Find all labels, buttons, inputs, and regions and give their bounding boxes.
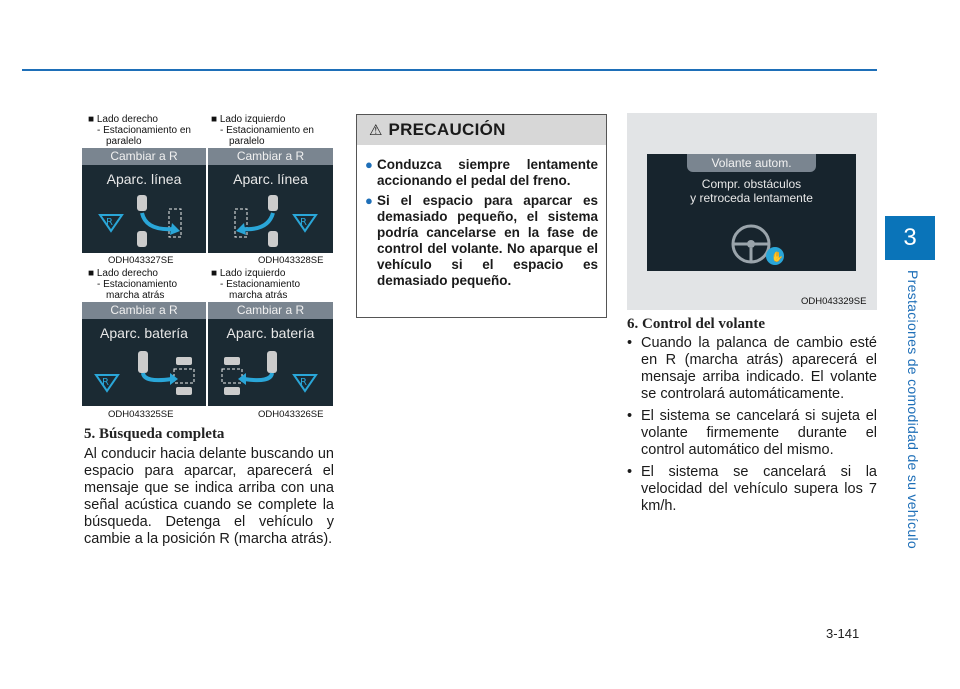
- section-body: Al conducir hacia delante buscando un espacio para aparcar, aparecerá el mensaje que se indica arriba con una señal acústica cuando se complete la búsqueda. Detenga el vehículo y cambie a la posición R (marcha atrás).: [84, 446, 334, 547]
- reverse-r-icon: [294, 215, 316, 231]
- steering-figure: Volante autom. Compr. obstáculos y retroceda lentamente ✋ ODH043329SE: [627, 113, 877, 310]
- figure-label: ■ Lado derecho - Estacionamiento marcha atrás: [88, 268, 178, 301]
- steering-wheel-icon: [647, 220, 856, 270]
- chapter-number-tab: 3: [885, 216, 935, 260]
- figure-label: ■ Lado izquierdo - Estacionamiento en paralelo: [211, 114, 314, 147]
- steering-screen: Volante autom. Compr. obstáculos y retroceda lentamente ✋: [647, 154, 856, 271]
- figure-code: ODH043327SE: [108, 255, 174, 266]
- section-heading: 6. Control del volante: [627, 316, 766, 332]
- section-bullets: [627, 335, 877, 515]
- parking-screen-right-parallel: Cambiar a R Aparc. línea R: [82, 148, 206, 253]
- figure-label: ■ Lado izquierdo - Estacionamiento marcha atrás: [211, 268, 301, 301]
- list-item: • Cuando la palanca de cambio esté en R (marcha atrás) aparecerá el mensaje arriba indicado. El volante se controlará automáticamente.: [627, 335, 877, 402]
- reverse-parking-diagram: [82, 341, 206, 406]
- list-item: • El sistema se cancelará si la velocidad del vehículo supera los 7 km/h.: [627, 464, 877, 514]
- parallel-parking-diagram: [82, 187, 206, 253]
- list-item: • El sistema se cancelará si sujeta el volante firmemente durante el control automático del mismo.: [627, 408, 877, 458]
- reverse-r-icon: [294, 375, 316, 391]
- reverse-r-icon: [96, 375, 118, 391]
- figure-code: ODH043325SE: [108, 409, 174, 420]
- svg-text:R: R: [300, 217, 307, 228]
- warning-icon: ⚠: [369, 122, 383, 139]
- chapter-title: Prestaciones de comodidad de su vehículo: [905, 270, 921, 549]
- svg-text:R: R: [300, 377, 307, 388]
- caution-item: ● Conduzca siempre lentamente accionando el pedal del freno.: [365, 157, 598, 188]
- caution-item: ● Si el espacio para aparcar es demasiado pequeño, el sistema podría cancelarse en la fase de control del volante. No aparque el vehículo si el espacio es demasiado pequeño.: [365, 193, 598, 288]
- figure-code: ODH043328SE: [258, 255, 324, 266]
- reverse-parking-diagram: [208, 341, 333, 406]
- parking-screen-left-parallel: Cambiar a R Aparc. línea R: [208, 148, 333, 253]
- parking-screen-left-reverse: Cambiar a R Aparc. batería R: [208, 302, 333, 406]
- caution-box: [356, 114, 607, 318]
- svg-text:R: R: [102, 377, 109, 388]
- figure-code: ODH043326SE: [258, 409, 324, 420]
- figure-label: ■ Lado derecho - Estacionamiento en paralelo: [88, 114, 191, 147]
- header-rule: [22, 69, 877, 71]
- section-heading: 5. Búsqueda completa: [84, 426, 225, 442]
- caution-header: ⚠ PRECAUCIÓN: [357, 115, 606, 145]
- page-number: 3-141: [826, 626, 860, 641]
- svg-text:✋: ✋: [771, 252, 784, 263]
- svg-text:R: R: [106, 217, 113, 228]
- parallel-parking-diagram: [208, 187, 333, 253]
- parking-screen-right-reverse: Cambiar a R Aparc. batería R: [82, 302, 206, 406]
- reverse-r-icon: [100, 215, 122, 231]
